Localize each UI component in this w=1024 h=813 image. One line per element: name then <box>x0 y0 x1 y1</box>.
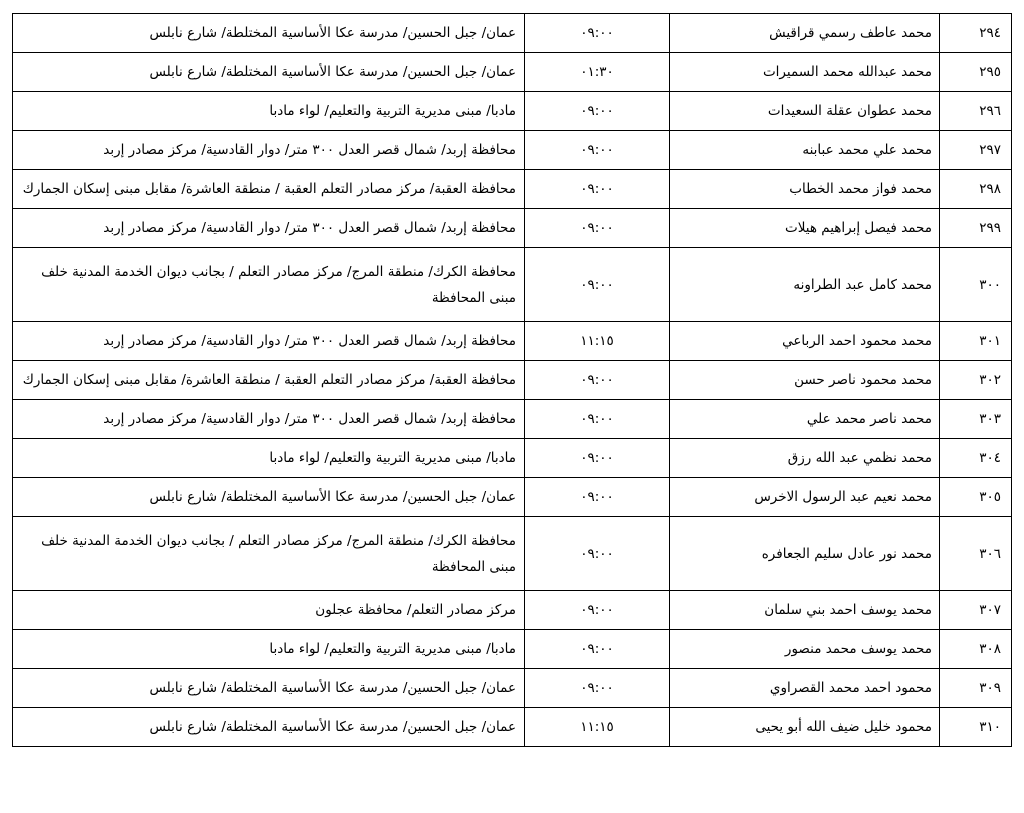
table-row <box>13 361 1012 400</box>
exam-time-cell: ٠٩:٠٠ <box>525 439 670 478</box>
exam-location-cell: عمان/ جبل الحسين/ مدرسة عكا الأساسية المختلطة/ شارع نابلس <box>13 14 525 53</box>
table-row <box>13 630 1012 669</box>
row-number-cell: ٣٠٧ <box>940 591 1012 630</box>
exam-location-cell: محافظة إربد/ شمال قصر العدل ٣٠٠ متر/ دوار القادسية/ مركز مصادر إربد <box>13 400 525 439</box>
exam-time-cell: ٠١:٣٠ <box>525 53 670 92</box>
candidate-name-cell: محمد يوسف محمد منصور <box>670 630 940 669</box>
candidate-name-cell: محمد علي محمد عبابنه <box>670 131 940 170</box>
candidate-name-cell: محمود احمد محمد القصراوي <box>670 669 940 708</box>
exam-location-cell: مادبا/ مبنى مديرية التربية والتعليم/ لواء مادبا <box>13 439 525 478</box>
table-row <box>13 591 1012 630</box>
candidate-name-cell: محمد عاطف رسمي قراقيش <box>670 14 940 53</box>
candidate-name-cell: محمد نعيم عبد الرسول الاخرس <box>670 478 940 517</box>
table-row <box>13 131 1012 170</box>
candidate-name-cell: محمد نظمي عبد الله رزق <box>670 439 940 478</box>
table-row <box>13 92 1012 131</box>
row-number-cell: ٣٠٠ <box>940 248 1012 322</box>
exam-time-cell: ٠٩:٠٠ <box>525 209 670 248</box>
table-row <box>13 248 1012 322</box>
candidate-name-cell: محمد ناصر محمد علي <box>670 400 940 439</box>
row-number-cell: ٢٩٤ <box>940 14 1012 53</box>
table-row <box>13 708 1012 747</box>
exam-location-cell: محافظة إربد/ شمال قصر العدل ٣٠٠ متر/ دوار القادسية/ مركز مصادر إربد <box>13 131 525 170</box>
candidate-name-cell: محمد عبدالله محمد السميرات <box>670 53 940 92</box>
row-number-cell: ٣١٠ <box>940 708 1012 747</box>
exam-location-cell: محافظة الكرك/ منطقة المرج/ مركز مصادر التعلم / بجانب ديوان الخدمة المدنية خلف مبنى المحافظة <box>13 517 525 591</box>
candidate-name-cell: محمد يوسف احمد بني سلمان <box>670 591 940 630</box>
exam-location-cell: محافظة العقبة/ مركز مصادر التعلم العقبة / منطقة العاشرة/ مقابل مبنى إسكان الجمارك <box>13 170 525 209</box>
exam-time-cell: ٠٩:٠٠ <box>525 170 670 209</box>
exam-time-cell: ١١:١٥ <box>525 322 670 361</box>
row-number-cell: ٢٩٧ <box>940 131 1012 170</box>
exam-location-cell: مركز مصادر التعلم/ محافظة عجلون <box>13 591 525 630</box>
exam-location-cell: عمان/ جبل الحسين/ مدرسة عكا الأساسية المختلطة/ شارع نابلس <box>13 478 525 517</box>
table-row <box>13 170 1012 209</box>
exam-time-cell: ٠٩:٠٠ <box>525 669 670 708</box>
row-number-cell: ٣٠٥ <box>940 478 1012 517</box>
table-row <box>13 669 1012 708</box>
exam-time-cell: ٠٩:٠٠ <box>525 400 670 439</box>
row-number-cell: ٣٠١ <box>940 322 1012 361</box>
exam-time-cell: ٠٩:٠٠ <box>525 131 670 170</box>
row-number-cell: ٣٠٣ <box>940 400 1012 439</box>
candidate-name-cell: محمد كامل عبد الطراونه <box>670 248 940 322</box>
exam-location-cell: محافظة العقبة/ مركز مصادر التعلم العقبة / منطقة العاشرة/ مقابل مبنى إسكان الجمارك <box>13 361 525 400</box>
row-number-cell: ٢٩٨ <box>940 170 1012 209</box>
document-page <box>12 13 1012 747</box>
exam-location-cell: محافظة الكرك/ منطقة المرج/ مركز مصادر التعلم / بجانب ديوان الخدمة المدنية خلف مبنى المحافظة <box>13 248 525 322</box>
row-number-cell: ٣٠٨ <box>940 630 1012 669</box>
exam-time-cell: ٠٩:٠٠ <box>525 92 670 131</box>
candidate-name-cell: محمد عطوان عقلة السعيدات <box>670 92 940 131</box>
table-row <box>13 478 1012 517</box>
candidates-table <box>12 13 1012 747</box>
table-row <box>13 53 1012 92</box>
exam-time-cell: ٠٩:٠٠ <box>525 248 670 322</box>
row-number-cell: ٢٩٥ <box>940 53 1012 92</box>
row-number-cell: ٣٠٤ <box>940 439 1012 478</box>
table-row <box>13 517 1012 591</box>
exam-location-cell: عمان/ جبل الحسين/ مدرسة عكا الأساسية المختلطة/ شارع نابلس <box>13 669 525 708</box>
row-number-cell: ٢٩٦ <box>940 92 1012 131</box>
exam-time-cell: ٠٩:٠٠ <box>525 591 670 630</box>
exam-location-cell: محافظة إربد/ شمال قصر العدل ٣٠٠ متر/ دوار القادسية/ مركز مصادر إربد <box>13 209 525 248</box>
exam-location-cell: عمان/ جبل الحسين/ مدرسة عكا الأساسية المختلطة/ شارع نابلس <box>13 708 525 747</box>
candidate-name-cell: محمد فواز محمد الخطاب <box>670 170 940 209</box>
exam-location-cell: محافظة إربد/ شمال قصر العدل ٣٠٠ متر/ دوار القادسية/ مركز مصادر إربد <box>13 322 525 361</box>
candidate-name-cell: محمود خليل ضيف الله أبو يحيى <box>670 708 940 747</box>
row-number-cell: ٣٠٦ <box>940 517 1012 591</box>
exam-time-cell: ٠٩:٠٠ <box>525 478 670 517</box>
candidate-name-cell: محمد نور عادل سليم الجعافره <box>670 517 940 591</box>
candidate-name-cell: محمد فيصل إبراهيم هيلات <box>670 209 940 248</box>
exam-time-cell: ٠٩:٠٠ <box>525 517 670 591</box>
exam-time-cell: ٠٩:٠٠ <box>525 14 670 53</box>
exam-time-cell: ٠٩:٠٠ <box>525 630 670 669</box>
exam-time-cell: ١١:١٥ <box>525 708 670 747</box>
row-number-cell: ٣٠٢ <box>940 361 1012 400</box>
exam-time-cell: ٠٩:٠٠ <box>525 361 670 400</box>
row-number-cell: ٣٠٩ <box>940 669 1012 708</box>
table-row <box>13 400 1012 439</box>
table-row <box>13 14 1012 53</box>
exam-location-cell: عمان/ جبل الحسين/ مدرسة عكا الأساسية المختلطة/ شارع نابلس <box>13 53 525 92</box>
candidate-name-cell: محمد محمود ناصر حسن <box>670 361 940 400</box>
exam-location-cell: مادبا/ مبنى مديرية التربية والتعليم/ لواء مادبا <box>13 630 525 669</box>
exam-location-cell: مادبا/ مبنى مديرية التربية والتعليم/ لواء مادبا <box>13 92 525 131</box>
row-number-cell: ٢٩٩ <box>940 209 1012 248</box>
candidate-name-cell: محمد محمود احمد الرباعي <box>670 322 940 361</box>
table-row <box>13 439 1012 478</box>
candidates-table-body <box>13 14 1012 747</box>
table-row <box>13 322 1012 361</box>
table-row <box>13 209 1012 248</box>
